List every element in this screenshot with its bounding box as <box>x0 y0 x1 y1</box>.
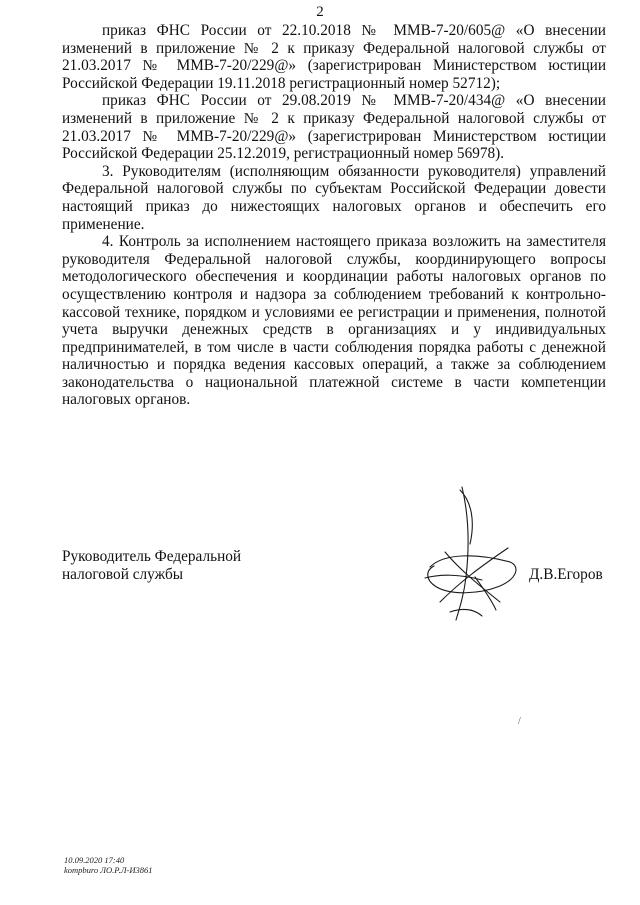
footer <box>64 855 153 875</box>
handwritten-signature <box>420 482 530 627</box>
signatory-title-line2: налоговой службы <box>62 566 184 583</box>
scan-mark: / <box>518 716 521 727</box>
signatory-name: Д.В.Егоров <box>529 566 603 583</box>
paragraph-item-4: 4. Контроль за исполнением настоящего приказа возложить на заместителя руководителя Федеральной налоговой службы, координирующего вопросы методологического обеспечения и координации работы налоговых органов по осуществлению контроля и надзора за соблюдением требований к контрольно-кассовой технике, порядком и условиями ее регистрации и применения, полнотой учета выручки денежных средств в организациях и у индивидуальных предпринимателей, в том числе в части соблюдения порядка работы с денежной наличностью и порядка ведения кассовых операций, а также за соблюдением законодательства о национальной платежной системе в части компетенции налоговых органов. <box>62 233 606 409</box>
footer-doc-ref: kompburo ЛО.Р.Л-И3861 <box>64 865 153 875</box>
document-body <box>62 22 606 409</box>
signatory-title-line1: Руководитель Федеральной <box>62 548 242 565</box>
page-number: 2 <box>316 4 324 20</box>
paragraph-item-3: 3. Руководителям (исполняющим обязанности руководителя) управлений Федеральной налоговой службы по субъектам Российской Федерации довести настоящий приказ до нижестоящих налоговых органов и обеспечить его применение. <box>62 162 606 233</box>
paragraph-amendment-2018: приказ ФНС России от 22.10.2018 № ММВ-7-20/605@ «О внесении изменений в приложение № 2 к приказу Федеральной налоговой службы от 21.03.2017 № ММВ-7-20/229@» (зарегистрирован Министерством юстиции Российской Федерации 19.11.2018 регистрационный номер 52712); <box>62 22 606 92</box>
signatory-title <box>62 548 241 584</box>
paragraph-amendment-2019: приказ ФНС России от 29.08.2019 № ММВ-7-20/434@ «О внесении изменений в приложение № 2 к приказу Федеральной налоговой службы от 21.03.2017 № ММВ-7-20/229@» (зарегистрирован Министерством юстиции Российской Федерации 25.12.2019, регистрационный номер 56978). <box>62 92 606 163</box>
footer-timestamp: 10.09.2020 17:40 <box>64 855 125 865</box>
